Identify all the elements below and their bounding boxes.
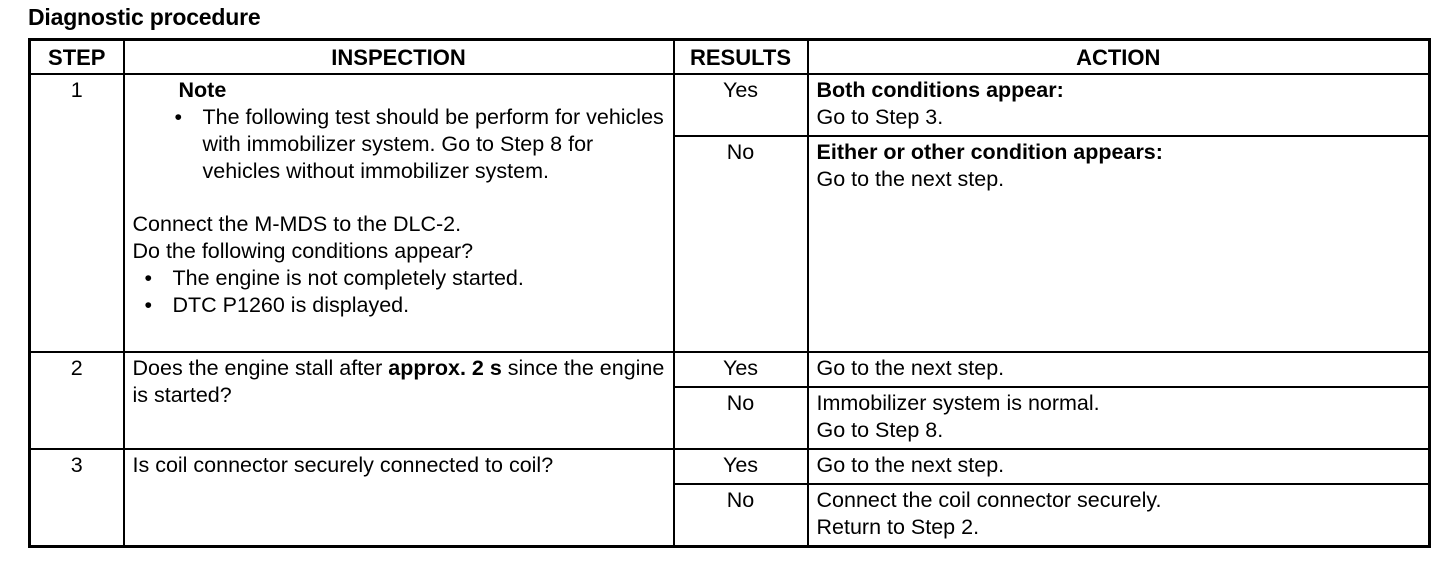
- table-row: [30, 74, 1430, 136]
- step-number: 2: [30, 352, 124, 449]
- action-cell: [808, 449, 1430, 484]
- inspection-line: Connect the M-MDS to the DLC-2.: [132, 212, 462, 236]
- question-text: since the engine is started?: [132, 356, 665, 408]
- header-action: ACTION: [808, 40, 1430, 75]
- table-row: [30, 352, 1430, 387]
- action-line: Go to Step 3.: [816, 105, 944, 129]
- inspection-cell: [124, 74, 674, 352]
- action-line: Connect the coil connector securely.: [816, 488, 1162, 513]
- note-title: Note: [178, 78, 227, 102]
- page-title: Diagnostic procedure: [28, 4, 261, 30]
- inspection-cell: [124, 352, 674, 449]
- result-cell: Yes: [674, 449, 808, 484]
- action-cell: [808, 484, 1430, 546]
- inspection-line: Do the following conditions appear?: [132, 239, 474, 263]
- result-cell: Yes: [674, 74, 808, 136]
- question-text: Does the engine stall after: [132, 356, 389, 381]
- note-list: [133, 104, 665, 185]
- action-cell: [808, 136, 1430, 352]
- action-line: Go to Step 8.: [816, 418, 944, 443]
- inspection-cell: [124, 449, 674, 546]
- action-line: Immobilizer system is normal.: [816, 391, 1100, 416]
- list-item: • The engine is not completely started.: [173, 265, 665, 292]
- header-results: RESULTS: [674, 40, 808, 75]
- action-cell: [808, 74, 1430, 136]
- action-heading: Both conditions appear:: [816, 78, 1064, 102]
- action-line: Go to the next step.: [816, 356, 1005, 381]
- list-item: • DTC P1260 is displayed.: [173, 292, 665, 319]
- result-cell: No: [674, 136, 808, 352]
- action-line: Return to Step 2.: [816, 515, 980, 540]
- question-emphasis: approx. 2 s: [388, 356, 502, 381]
- result-cell: Yes: [674, 352, 808, 387]
- action-heading: Either or other condition appears:: [816, 140, 1163, 165]
- action-cell: [808, 387, 1430, 449]
- step-number: 3: [30, 449, 124, 546]
- condition-list: [133, 265, 665, 319]
- step-number: 1: [30, 74, 124, 352]
- question-text: Is coil connector securely connected to coil?: [132, 453, 554, 478]
- action-cell: [808, 352, 1430, 387]
- action-line: Go to the next step.: [816, 453, 1005, 478]
- action-line: Go to the next step.: [816, 167, 1005, 192]
- list-item: • The following test should be perform for vehicles with immobilizer system. Go to Step 8 for vehicles without immobilizer system.: [203, 104, 665, 185]
- header-inspection: INSPECTION: [124, 40, 674, 75]
- header-row: [30, 40, 1430, 75]
- diagnostic-procedure-table: [28, 38, 1431, 548]
- header-step: STEP: [30, 40, 124, 75]
- result-cell: No: [674, 484, 808, 546]
- table-row: [30, 449, 1430, 484]
- result-cell: No: [674, 387, 808, 449]
